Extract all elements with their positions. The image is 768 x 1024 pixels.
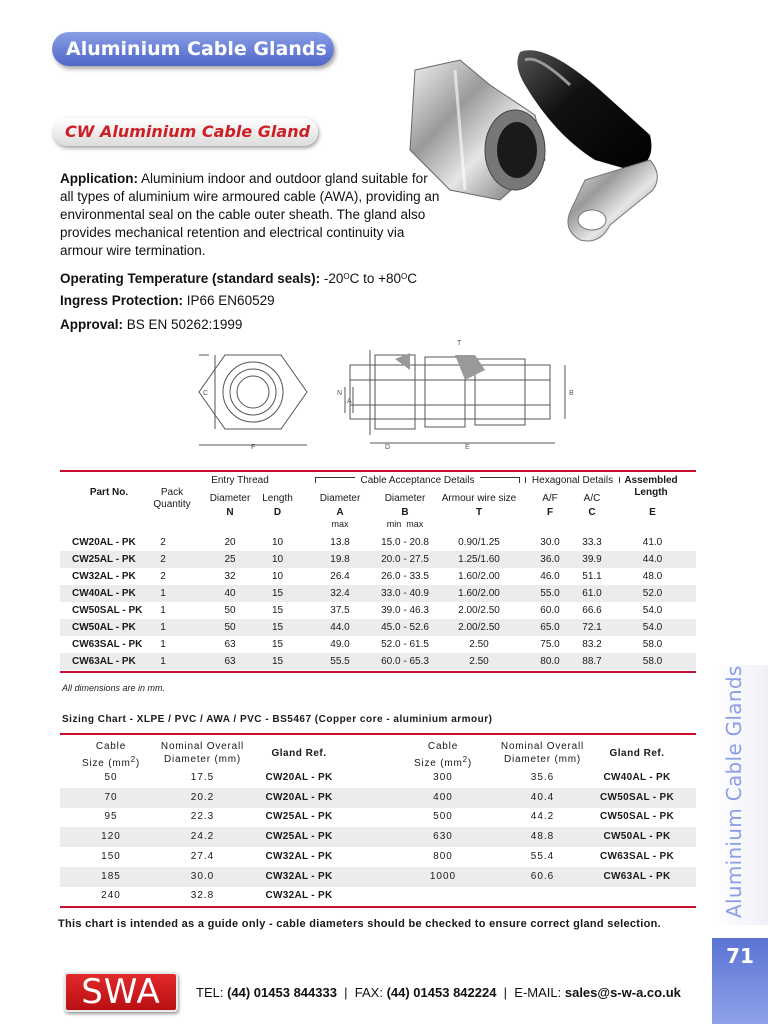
sizing-row xyxy=(60,768,696,788)
spec-cell: 25 xyxy=(224,554,236,565)
spec-cell: 58.0 xyxy=(642,639,663,650)
spec-row xyxy=(60,653,696,670)
spec-cell: CW63AL - PK xyxy=(72,656,136,667)
sizing-chart-title: Sizing Chart - XLPE / PVC / AWA / PVC - BS5467 (Copper core - aluminium armour) xyxy=(62,714,493,725)
spec-cell: 39.9 xyxy=(582,554,602,565)
sizing-cell: 120 xyxy=(101,831,121,843)
swa-logo xyxy=(64,972,178,1012)
sizing-cell: CW63AL - PK xyxy=(603,870,671,882)
spec-cell: 54.0 xyxy=(642,605,663,616)
col-note-max: max xyxy=(331,519,349,529)
spec-cell: 1 xyxy=(160,605,166,616)
col-pack-quantity: Pack Quantity xyxy=(153,487,191,510)
col-letter-b: B xyxy=(401,507,409,518)
col-part-no: Part No. xyxy=(89,487,129,498)
ingress-protection: Ingress Protection: IP66 EN60529 xyxy=(60,293,275,308)
sizing-table-bottom-rule xyxy=(60,906,696,908)
dim-label-e: E xyxy=(465,444,470,451)
spec-cell: 63 xyxy=(224,639,236,650)
spec-cell: 1.60/2.00 xyxy=(458,588,500,599)
logo-text: SWA xyxy=(81,972,161,1012)
sizing-cell: 50 xyxy=(104,772,118,783)
spec-cell: 45.0 - 52.6 xyxy=(381,622,429,633)
contact-line: TEL: (44) 01453 844333 | FAX: (44) 01453 842224 | E-MAIL: sales@s-w-a.co.uk xyxy=(196,985,681,1000)
dim-label-a: A xyxy=(347,398,352,405)
spec-cell: 65.0 xyxy=(540,622,560,633)
col-af: A/F xyxy=(542,493,558,504)
sizing-cell: CW63SAL - PK xyxy=(600,850,674,862)
spec-cell: 52.0 xyxy=(642,588,663,599)
guide-note: This chart is intended as a guide only - cable diameters should be checked to ensure correct gland selection. xyxy=(58,918,662,930)
sizing-row xyxy=(60,827,696,847)
spec-row xyxy=(60,619,696,636)
sizing-row xyxy=(60,886,696,906)
sizing-cell: 22.3 xyxy=(190,811,215,823)
col-letter-d: D xyxy=(273,507,282,518)
spec-row xyxy=(60,534,696,551)
spec-cell: 44.0 xyxy=(642,554,663,565)
col-diameter-a: Diameter xyxy=(319,493,361,504)
sizing-cell: CW32AL - PK xyxy=(265,850,333,862)
spec-cell: CW40AL - PK xyxy=(72,588,136,599)
application-text: Application: Aluminium indoor and outdoor gland suitable for all types of aluminium wire armoured cable (AWA), providing an environmental seal on the cable outer sheath. The gland also provides mechanical retention and electrical continuity via armour wire termination. xyxy=(60,171,440,258)
spec-cell: CW63SAL - PK xyxy=(72,639,143,650)
sizing-cell: 185 xyxy=(101,870,121,882)
spec-cell: 15 xyxy=(271,656,284,667)
spec-cell: 46.0 xyxy=(540,571,560,582)
sizing-cell: CW50SAL - PK xyxy=(600,791,674,803)
spec-cell: 40 xyxy=(224,588,236,599)
sizing-cell: 400 xyxy=(433,791,453,803)
spec-row xyxy=(60,585,696,602)
spec-cell: 15.0 - 20.8 xyxy=(381,537,429,548)
spec-cell: 63 xyxy=(224,656,236,667)
col-letter-c: C xyxy=(588,507,596,518)
sizing-cell: 40.4 xyxy=(530,791,555,803)
sz-col-nominal-right: Nominal Overall Diameter (mm) xyxy=(500,741,585,765)
sz-col-nominal-left: Nominal Overall Diameter (mm) xyxy=(160,741,245,765)
group-cable-acceptance: Cable Acceptance Details xyxy=(355,475,480,487)
spec-cell: 1 xyxy=(160,588,166,599)
sz-col-gland-right: Gland Ref. xyxy=(609,748,665,759)
spec-table-top-rule xyxy=(60,470,696,472)
spec-cell: 50 xyxy=(224,605,236,616)
spec-cell: 10 xyxy=(271,554,284,565)
dim-label-c: C xyxy=(203,390,209,397)
spec-cell: 1 xyxy=(160,656,166,667)
sizing-row xyxy=(60,867,696,887)
spec-cell: 49.0 xyxy=(330,639,350,650)
sizing-row xyxy=(60,847,696,867)
sizing-cell: CW25AL - PK xyxy=(265,811,333,823)
dim-label-t: T xyxy=(457,340,462,347)
spec-cell: 51.1 xyxy=(582,571,602,582)
sizing-cell: 95 xyxy=(104,811,118,823)
spec-cell: 58.0 xyxy=(642,656,663,667)
spec-cell: 0.90/1.25 xyxy=(458,537,500,548)
col-letter-f: F xyxy=(546,507,554,518)
sizing-cell: CW20AL - PK xyxy=(265,791,333,803)
spec-cell: 20 xyxy=(224,537,236,548)
sizing-cell: CW50SAL - PK xyxy=(600,811,674,823)
col-armour-wire: Armour wire size xyxy=(441,493,517,504)
spec-cell: 52.0 - 61.5 xyxy=(381,639,429,650)
spec-cell: 50 xyxy=(224,622,236,633)
spec-cell: 2.50 xyxy=(469,656,489,667)
spec-cell: 80.0 xyxy=(540,656,560,667)
col-length-d: Length xyxy=(262,493,293,504)
spec-row xyxy=(60,568,696,585)
spec-table-bottom-rule xyxy=(60,671,696,673)
col-diameter-n: Diameter xyxy=(209,493,251,504)
dim-label-b: B xyxy=(569,390,574,397)
sizing-cell: 60.6 xyxy=(530,870,555,882)
spec-cell: 2 xyxy=(160,554,166,565)
spec-cell: 41.0 xyxy=(642,537,663,548)
spec-cell: 15 xyxy=(271,588,284,599)
sizing-cell: 48.8 xyxy=(530,831,555,843)
spec-cell: CW50SAL - PK xyxy=(72,605,143,616)
spec-cell: 54.0 xyxy=(642,622,663,633)
sizing-cell: 800 xyxy=(433,850,453,862)
sizing-cell: 44.2 xyxy=(530,811,555,823)
spec-cell: 39.0 - 46.3 xyxy=(381,605,429,616)
sizing-cell: CW50AL - PK xyxy=(603,831,671,843)
spec-cell: 44.0 xyxy=(330,622,350,633)
dim-label-f: F xyxy=(251,444,256,451)
spec-row xyxy=(60,551,696,568)
spec-cell: 55.5 xyxy=(330,656,350,667)
spec-cell: 32 xyxy=(224,571,236,582)
spec-cell: 48.0 xyxy=(642,571,663,582)
dimensions-note: All dimensions are in mm. xyxy=(62,683,166,693)
page-number: 71 xyxy=(726,944,754,968)
spec-cell: 1.60/2.00 xyxy=(458,571,500,582)
sz-col-gland-left: Gland Ref. xyxy=(271,748,327,759)
operating-temperature: Operating Temperature (standard seals): $-20^OC$ to $+80^OC$ xyxy=(60,271,417,286)
spec-cell: 2.00/2.50 xyxy=(458,622,500,633)
sizing-cell: CW25AL - PK xyxy=(265,831,333,843)
page-title: Aluminium Cable Glands xyxy=(52,32,334,66)
spec-cell: 60.0 xyxy=(540,605,560,616)
sizing-cell: CW20AL - PK xyxy=(265,772,333,783)
spec-cell: 60.0 - 65.3 xyxy=(381,656,429,667)
spec-cell: 36.0 xyxy=(540,554,560,565)
approval: Approval: BS EN 50262:1999 xyxy=(60,317,243,332)
col-letter-e: E xyxy=(649,507,656,518)
sizing-cell: 1000 xyxy=(429,870,457,882)
col-diameter-b: Diameter xyxy=(384,493,426,504)
sizing-cell: 630 xyxy=(433,831,453,843)
sz-col-cable-left: Cable Size $(mm^2)$ xyxy=(81,741,140,769)
sizing-cell: 150 xyxy=(101,850,121,862)
col-letter-n: N xyxy=(226,507,234,518)
sizing-cell: 500 xyxy=(433,811,453,823)
spec-cell: 2 xyxy=(160,571,166,582)
spec-cell: 15 xyxy=(271,622,284,633)
sizing-cell: 32.8 xyxy=(190,890,215,902)
spec-cell: 20.0 - 27.5 xyxy=(381,554,429,565)
spec-cell: 32.4 xyxy=(330,588,350,599)
spec-cell: 1 xyxy=(160,622,166,633)
sizing-cell: 20.2 xyxy=(190,791,215,803)
spec-cell: 15 xyxy=(271,639,284,650)
spec-cell: 2 xyxy=(160,537,166,548)
spec-cell: 26.4 xyxy=(330,571,350,582)
sizing-cell: 300 xyxy=(433,772,453,783)
spec-cell: 2.50 xyxy=(469,639,489,650)
spec-cell: 61.0 xyxy=(582,588,602,599)
group-assembled-length: Assembled Length xyxy=(624,475,678,498)
sizing-row xyxy=(60,788,696,808)
col-letter-t: T xyxy=(475,507,483,518)
spec-cell: 10 xyxy=(271,571,284,582)
spec-cell: 26.0 - 33.5 xyxy=(381,571,429,582)
spec-cell: 88.7 xyxy=(582,656,602,667)
spec-cell: 10 xyxy=(271,537,284,548)
spec-cell: 15 xyxy=(271,605,284,616)
spec-cell: 33.0 - 40.9 xyxy=(381,588,429,599)
col-note-minmax: min max xyxy=(386,519,424,529)
sizing-table-top-rule xyxy=(60,733,696,735)
sizing-cell: 35.6 xyxy=(530,772,555,783)
email-link[interactable]: sales@s-w-a.co.uk xyxy=(564,985,681,1000)
spec-row xyxy=(60,636,696,653)
spec-cell: 30.0 xyxy=(540,537,560,548)
dim-label-n: N xyxy=(337,390,343,397)
spec-cell: 1 xyxy=(160,639,166,650)
sizing-cell: CW32AL - PK xyxy=(265,870,333,882)
spec-cell: 37.5 xyxy=(330,605,350,616)
spec-cell: CW50AL - PK xyxy=(72,622,136,633)
spec-cell: 33.3 xyxy=(582,537,602,548)
side-tab-label: Aluminium Cable Glands xyxy=(722,665,746,918)
group-hexagonal: Hexagonal Details xyxy=(526,475,619,487)
spec-cell: 75.0 xyxy=(540,639,560,650)
sizing-cell: 30.0 xyxy=(190,870,215,882)
sizing-cell: 55.4 xyxy=(530,850,555,862)
sz-col-cable-right: Cable Size $(mm^2)$ xyxy=(413,741,472,769)
spec-cell: 83.2 xyxy=(582,639,602,650)
dim-label-d: D xyxy=(385,444,391,451)
col-ac: A/C xyxy=(583,493,601,504)
sizing-cell: 27.4 xyxy=(190,850,215,862)
technical-drawing xyxy=(185,335,595,455)
spec-row xyxy=(60,602,696,619)
spec-cell: 72.1 xyxy=(582,622,602,633)
spec-cell: 66.6 xyxy=(582,605,602,616)
group-entry-thread: Entry Thread xyxy=(195,475,285,487)
spec-cell: CW32AL - PK xyxy=(72,571,136,582)
sizing-cell: 17.5 xyxy=(190,772,215,783)
spec-cell: 1.25/1.60 xyxy=(458,554,500,565)
spec-cell: 13.8 xyxy=(330,537,350,548)
spec-cell: CW20AL - PK xyxy=(72,537,136,548)
sizing-cell: 24.2 xyxy=(190,831,215,843)
product-title: CW Aluminium Cable Gland xyxy=(53,118,318,146)
spec-cell: 2.00/2.50 xyxy=(458,605,500,616)
sizing-cell: 240 xyxy=(101,890,121,902)
spec-cell: 55.0 xyxy=(540,588,560,599)
spec-cell: CW25AL - PK xyxy=(72,554,136,565)
sizing-cell: 70 xyxy=(104,791,118,803)
spec-cell: 19.8 xyxy=(330,554,350,565)
sizing-cell: CW32AL - PK xyxy=(265,890,333,902)
sizing-cell: CW40AL - PK xyxy=(603,772,671,783)
sizing-row xyxy=(60,807,696,827)
col-letter-a: A xyxy=(336,507,344,518)
